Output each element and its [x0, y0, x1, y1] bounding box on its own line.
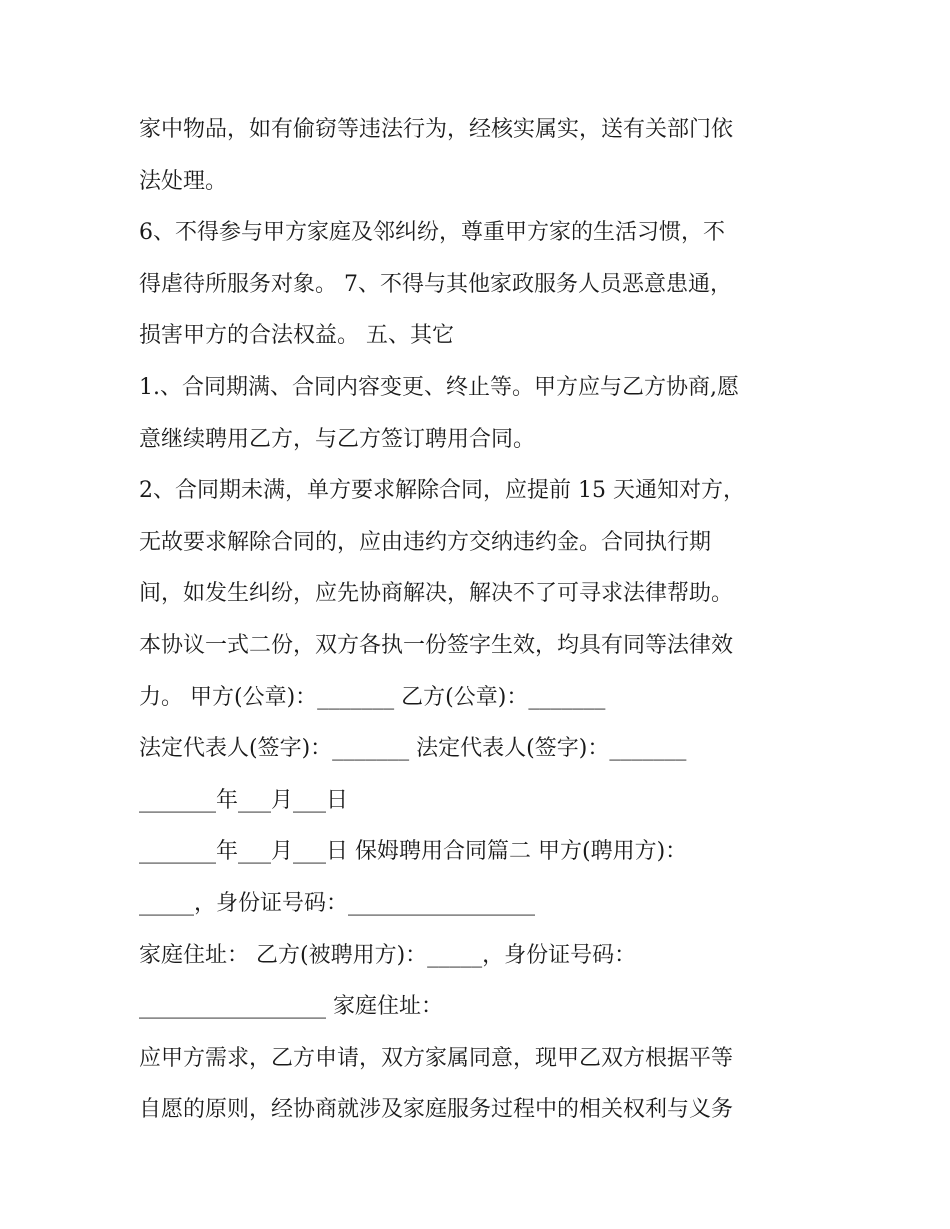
text-line-17: 家庭住址： 乙方(被聘用方)：_____，身份证号码： [139, 942, 637, 968]
text-line-10: 间，如发生纠纷，应先协商解决，解决不了可寻求法律帮助。 [139, 581, 734, 607]
text-line-19: 应甲方需求，乙方申请，双方家属同意，现甲乙双方根据平等 [139, 1045, 734, 1071]
text-line-6: 1.、合同期满、合同内容变更、终止等。甲方应与乙方协商,愿 [139, 374, 739, 400]
text-line-11: 本协议一式二份，双方各执一份签字生效，均具有同等法律效 [139, 632, 734, 658]
text-line-9: 无故要求解除合同的，应由违约方交纳违约金。合同执行期 [139, 529, 712, 555]
text-line-15: _______年___月___日 保姆聘用合同篇二 甲方(聘用方)： [139, 839, 688, 865]
text-line-13: 法定代表人(签字)：_______ 法定代表人(签字)：_______ [139, 736, 687, 762]
text-line-7: 意继续聘用乙方，与乙方签订聘用合同。 [139, 426, 536, 452]
text-line-5: 损害甲方的合法权益。 五、其它 [139, 323, 454, 349]
text-line-12: 力。 甲方(公章)：_______ 乙方(公章)：_______ [139, 684, 606, 710]
contract-body-text [139, 104, 819, 1136]
text-line-18: _________________ 家庭住址： [139, 994, 443, 1020]
text-line-8: 2、合同期未满，单方要求解除合同，应提前 15 天通知对方， [139, 478, 745, 504]
text-line-16: _____，身份证号码：_________________ [139, 890, 536, 916]
text-line-14: _______年___月___日 [139, 787, 349, 813]
text-line-20: 自愿的原则，经协商就涉及家庭服务过程中的相关权利与义务 [139, 1097, 734, 1123]
text-line-4: 得虐待所服务对象。 7、不得与其他家政服务人员恶意患通， [139, 271, 732, 297]
text-line-2: 法处理。 [139, 168, 228, 194]
text-line-1: 家中物品，如有偷窃等违法行为，经核实属实，送有关部门依 [139, 117, 734, 142]
text-line-3: 6、不得参与甲方家庭及邻纠纷，尊重甲方家的生活习惯，不 [139, 220, 725, 246]
